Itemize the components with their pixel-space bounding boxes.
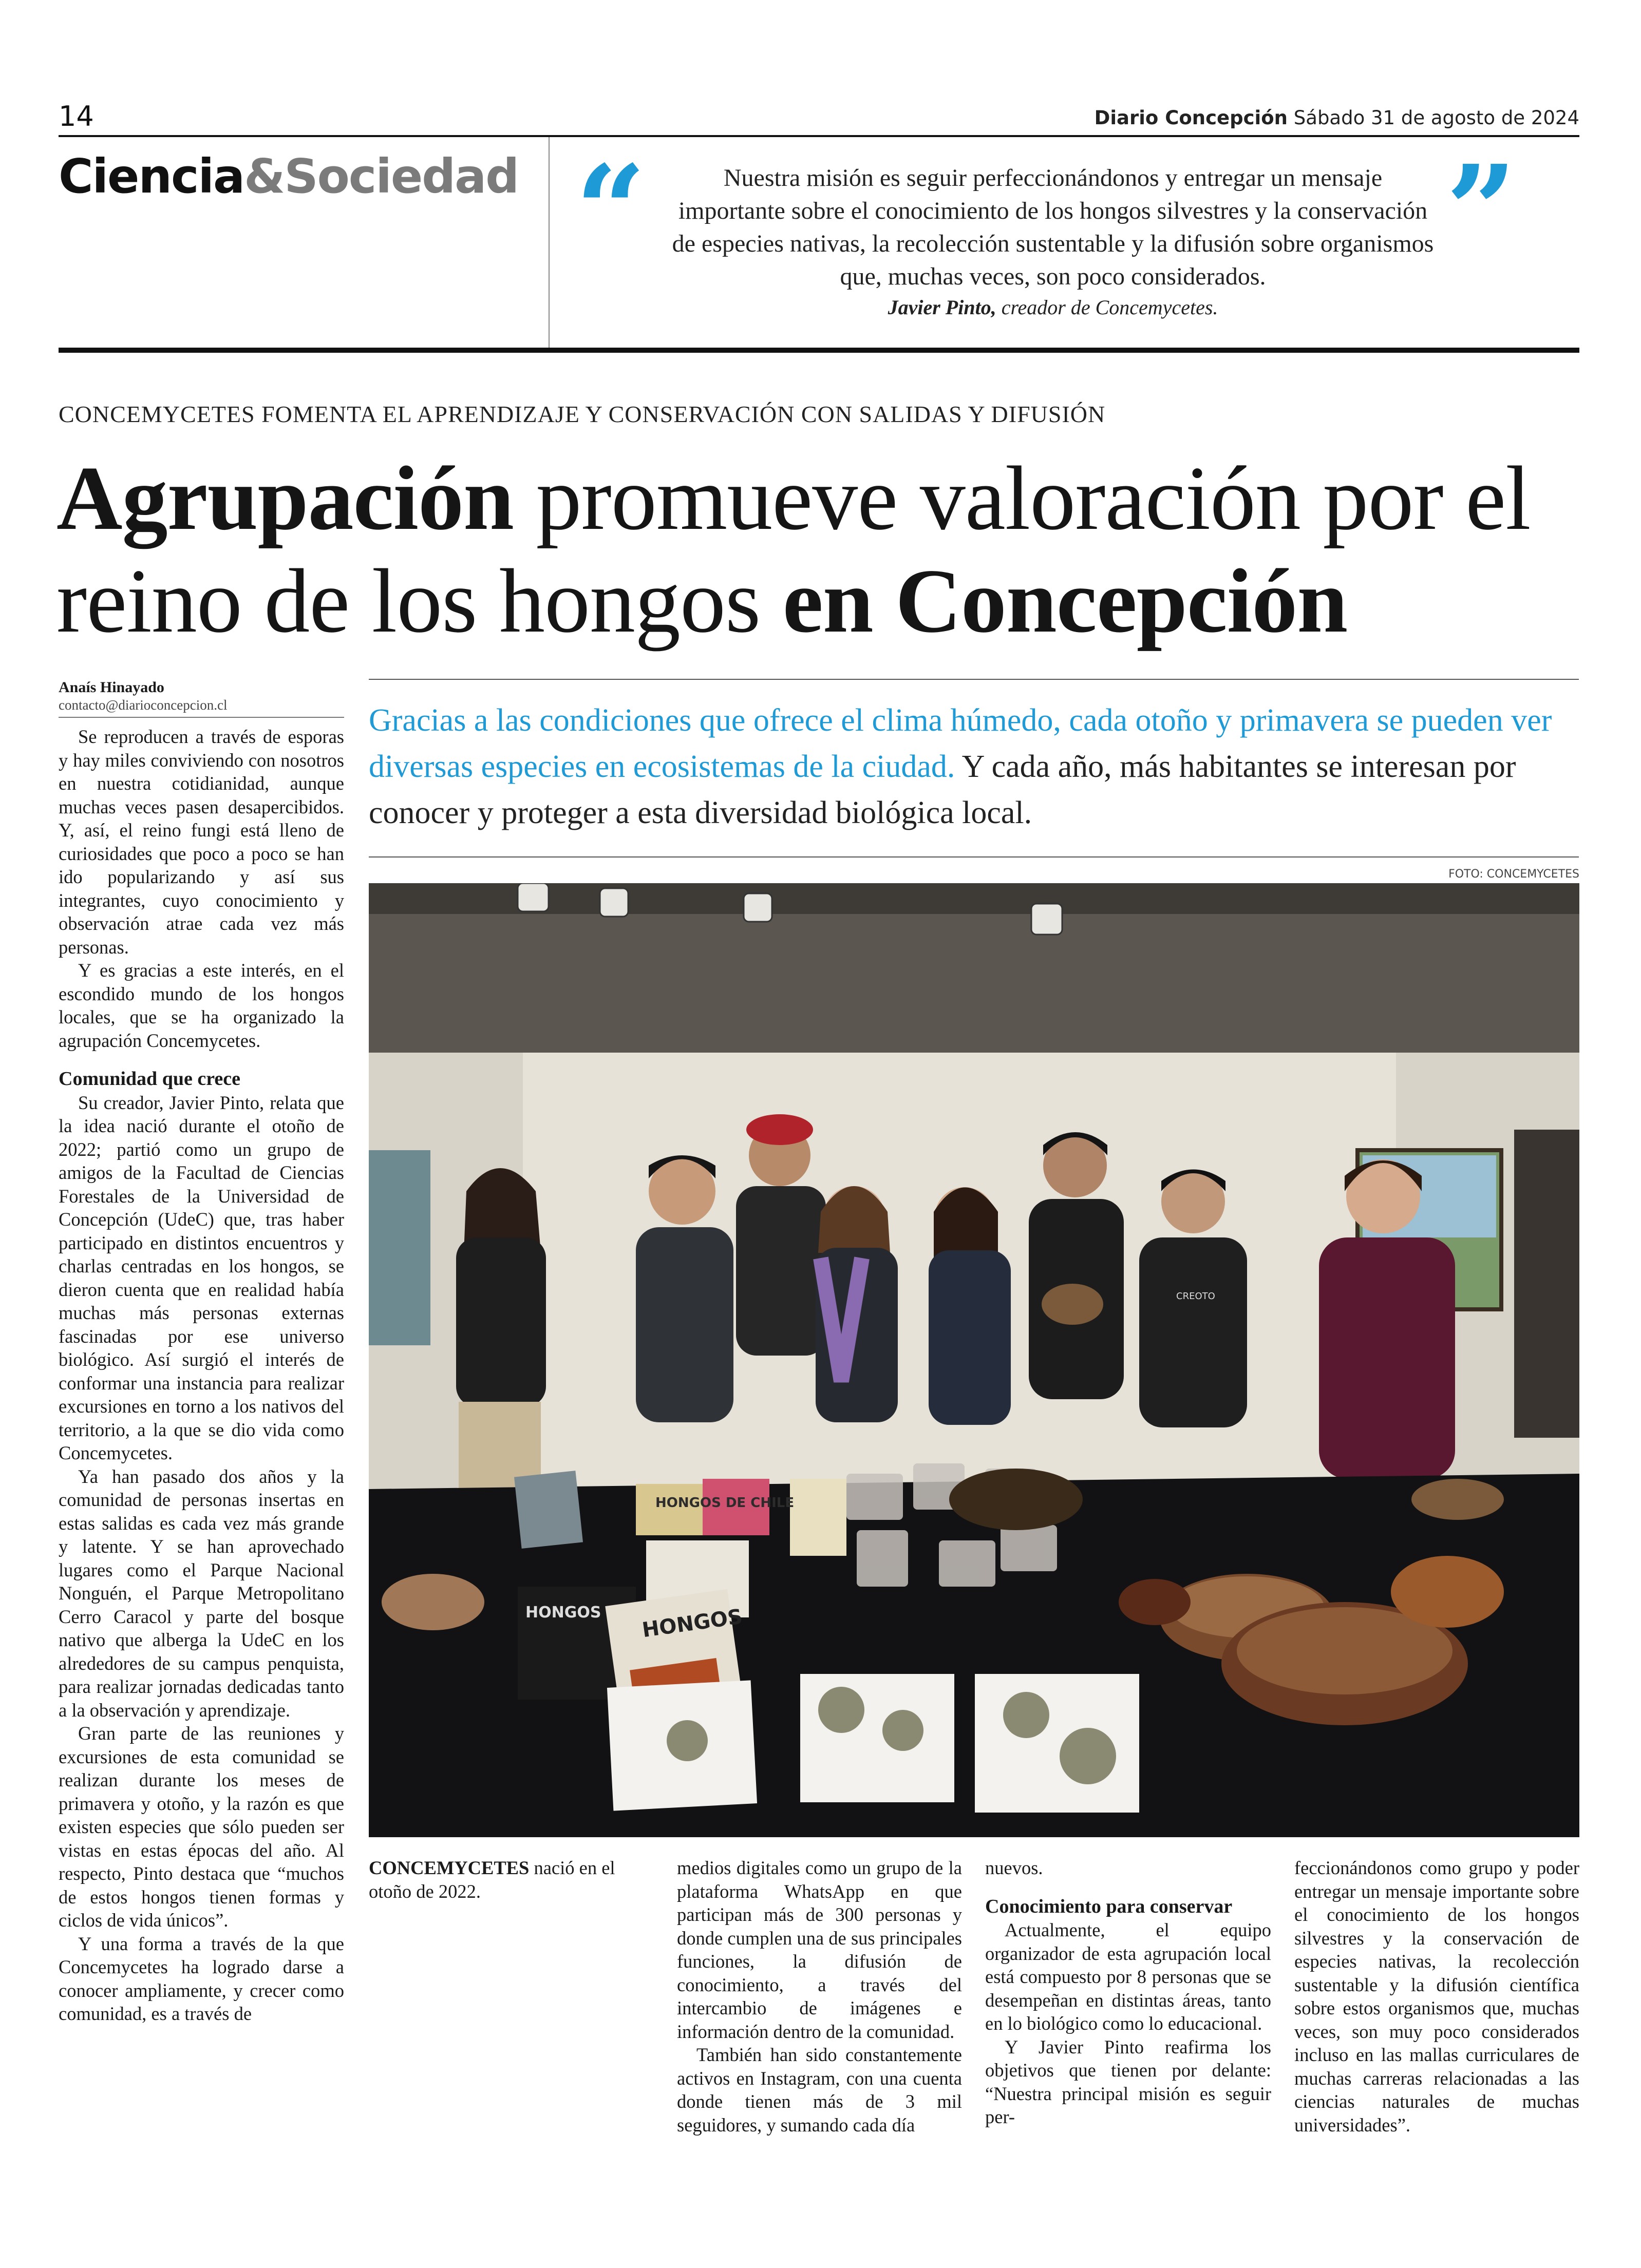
- photo-credit: FOTO: CONCEMYCETES: [1448, 868, 1579, 881]
- section-title-b: &Sociedad: [244, 149, 519, 204]
- issue-date: Sábado 31 de agosto de 2024: [1293, 107, 1579, 129]
- section-title-a: Ciencia: [59, 149, 244, 204]
- photo-book-2-title: HONGOS: [640, 1605, 744, 1643]
- display-case: [1514, 1130, 1579, 1438]
- col1-paragraph-6: Y una forma a través de la que Concemycetes ha logrado darse a conocer ampliamente, y crecer como comunidad, es a través de: [59, 1933, 344, 2024]
- col2-paragraph-1: medios digitales como un grupo de la plataforma WhatsApp en que participan más de 300 personas y donde cumplen una de sus principales funciones, la difusión de conocimiento, a través del intercambio de imágenes e información dentro de la comunidad.: [677, 1857, 962, 2042]
- deck-rule-bottom: [369, 856, 1579, 857]
- col2-paragraph-2: También han sido constantemente activos en Instagram, con una cuenta donde tienen más de 3 mil seguidores, y sumando cada día: [677, 2044, 962, 2136]
- section-title: [59, 149, 518, 204]
- page-number: 14: [59, 100, 94, 132]
- col1-paragraph-1: Se reproducen a través de esporas y hay miles conviviendo con nosotros en nuestra cotidianidad, aunque muchas veces pasen desapercibidos. Y, así, el reino fungi está lleno de curiosidades que poco a poco se han ido popularizando y así sus integrantes, cuyo conocimiento y observación atrae cada vez más personas.: [59, 726, 344, 958]
- deck: [369, 697, 1586, 836]
- byline-email[interactable]: contacto@diarioconcepcion.cl: [59, 697, 228, 713]
- byline-author: Anaís Hinayado: [59, 679, 164, 696]
- photo-book-3-title: HONGOS: [525, 1604, 601, 1622]
- headline-bold-2: en Concepción: [782, 550, 1348, 652]
- newspaper-name: Diario Concepción: [1094, 107, 1288, 129]
- headline: [56, 447, 1587, 652]
- col3-paragraph-2: Actualmente, el equipo organizador de esta agrupación local está compuesto por 8 personas que se desempeñan en distintas áreas, tanto en lo biológico como lo educacional.: [985, 1919, 1271, 2034]
- photo-book-1-title: HONGOS DE CHILE: [655, 1495, 795, 1511]
- group-photo-illustration: [369, 883, 1579, 1837]
- caption-rest: nació en el otoño de 2022.: [369, 1857, 615, 1902]
- col1-paragraph-3: Su creador, Javier Pinto, relata que la idea nació durante el otoño de 2022; partió como un grupo de amigos de la Facultad de Ciencias Forestales de la Universidad de Concepción (UdeC) que, tras haber participado en distintos encuentros y charlas centradas en los hongos, se dieron cuenta que en realidad había muchas más personas externas fascinadas por ese universo biológico. Así surgió el interés de conformar una instancia para realizar excursiones en torno a los nativos del territorio, a la que se dio vida como Concemycetes.: [59, 1092, 344, 1463]
- col1-paragraph-4: Ya han pasado dos años y la comunidad de personas insertas en estas salidas es cada vez más grande y latente. Y se han aprovechado lugares como el Parque Nacional Nonguén, el Parque Metropolitano Cerro Caracol y parte del bosque nativo que alberga la UdeC en los alrededores de su campus penquista, para realizar jornadas dedicadas tanto a la observación y aprendizaje.: [59, 1465, 344, 1721]
- painting-left: [369, 1150, 430, 1345]
- col3-paragraph-1: nuevos.: [985, 1857, 1043, 1878]
- subhead-comunidad: Comunidad que crece: [59, 1068, 240, 1090]
- col4-paragraph-1: feccionándonos como grupo y poder entregar un mensaje importante sobre el conocimiento de los hongos silvestres y la conservación de especies nativas, la recolección sustentable y la difusión científica sobre estos organismos que, muchas veces, son muy poco considerados incluso en las mallas curriculares de muchas carreras relacionadas a las ciencias naturales de muchas universidades”.: [1294, 1857, 1579, 2136]
- article-column-1: [59, 725, 344, 2026]
- deck-rule-top: [369, 679, 1579, 680]
- group-photo: [369, 883, 1579, 1837]
- deck-rest: Y cada año, más habitantes se interesan por conocer y proteger a esta diversidad biológica local.: [369, 749, 1516, 830]
- article-column-2: [677, 1856, 962, 2137]
- photo-caption: [369, 1856, 646, 1903]
- col1-paragraph-2: Y es gracias a este interés, en el escondido mundo de los hongos locales, que se ha organizado la agrupación Concemycetes.: [59, 960, 344, 1051]
- photo-sweatshirt-logo: CREOTO: [1176, 1291, 1215, 1302]
- masthead: [1095, 107, 1579, 129]
- header-divider: [59, 348, 1579, 353]
- headline-bold-1: Agrupación: [56, 447, 514, 549]
- pull-quote-author: Javier Pinto,: [888, 296, 996, 319]
- article-column-3: [985, 1856, 1271, 2129]
- pull-quote-role: creador de Concemycetes.: [1001, 296, 1218, 319]
- pull-quote-attribution: [668, 295, 1438, 319]
- headline-regular: promueve valoración por el reino de los hongos: [56, 447, 1531, 652]
- open-quote-icon: “: [575, 138, 647, 283]
- close-quote-icon: ”: [1446, 138, 1517, 283]
- byline-rule: [59, 717, 344, 718]
- pull-quote-text: Nuestra misión es seguir perfeccionándonos y entregar un mensaje importante sobre el conocimiento de los hongos silvestres y la conservación de especies nativas, la recolección sustentable y la difusión sobre organismos que, muchas veces, son poco considerados.: [672, 164, 1434, 290]
- kicker: CONCEMYCETES FOMENTA EL APRENDIZAJE Y CONSERVACIÓN CON SALIDAS Y DIFUSIÓN: [59, 401, 1106, 427]
- article-column-4: [1294, 1856, 1579, 2137]
- col1-paragraph-5: Gran parte de las reuniones y excursiones de esta comunidad se realizan durante los meses de primavera y otoño, y la razón es que existen especies que sólo pueden ser vistas en estas épocas del año. Al respecto, Pinto destaca que “muchos de estos hongos tienen formas y ciclos de vida únicos”.: [59, 1723, 344, 1931]
- subhead-conocimiento: Conocimiento para conservar: [985, 1895, 1233, 1917]
- deck-highlight: Gracias a las condiciones que ofrece el clima húmedo, cada otoño y primavera se pueden ver diversas especies en ecosistemas de la ciudad.: [369, 703, 1552, 784]
- col3-paragraph-3: Y Javier Pinto reafirma los objetivos que tienen por delante: “Nuestra principal misión es seguir per-: [985, 2036, 1271, 2127]
- caption-bold: CONCEMYCETES: [369, 1857, 530, 1878]
